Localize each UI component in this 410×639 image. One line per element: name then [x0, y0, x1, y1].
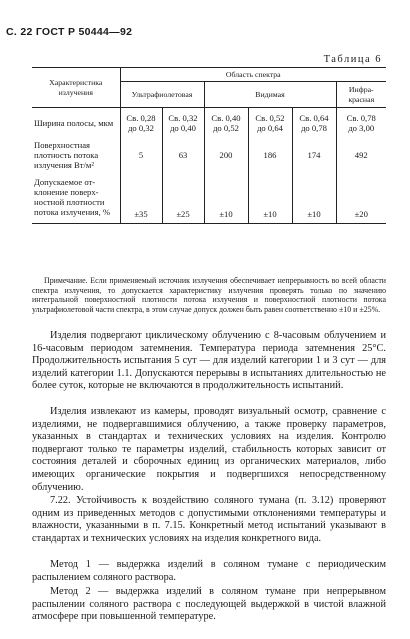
table-cell: ±35	[120, 172, 162, 224]
paragraph: Метод 1 — выдержка изделий в соляном тумане с периодическим распылением соляного раствора.	[32, 559, 386, 583]
table-cell: ±10	[292, 172, 336, 224]
page-header: С. 22 ГОСТ Р 50444—92	[6, 26, 133, 38]
paragraph: Изделия извлекают из камеры, проводят визуальный осмотр, сравнение с изделиями, не подвергавшимися облучению, а также проверку параметров, указанных в стандартах и технических условиях на изделия. Контролю подвергают только те параметры изделий, стабильность которых зависит от состояния деталей и сборочных единиц из органических материалов, либо имеющих органические покрытия и подвергшихся непосредственному облучению.	[32, 406, 386, 493]
char-header: Характеристика излучения	[32, 68, 120, 108]
table-cell: Св. 0,40 до 0,52	[204, 108, 248, 138]
area-header: Область спектра	[120, 68, 386, 82]
paragraph: Изделия подвергают циклическому облучению с 8-часовым облучением и 16-часовым периодом затемнения. Температура периода затемнения 25°С. Продолжительность испытания 5 сут — для изделий категории 1 и 3 сут — для изделий категории 1.1. Допускаются перерывы в испытаниях длительностью не более суток, которые не включаются в продолжительность испытаний.	[32, 330, 386, 392]
table-cell: ±10	[248, 172, 292, 224]
table-cell: 186	[248, 138, 292, 172]
row-label: Поверхностная плотность потока излучения Вт/м²	[32, 138, 120, 172]
paragraph: Метод 2 — выдержка изделий в соляном тумане при непрерывном распылении соляного раствора с последующей выдержкой в чистой влажной атмосфере при повышенной температуре.	[32, 586, 386, 623]
table-cell: 174	[292, 138, 336, 172]
row-label: Ширина полосы, мкм	[32, 108, 120, 138]
spectrum-table	[32, 67, 386, 224]
table-cell: Св. 0,32 до 0,40	[162, 108, 204, 138]
row-label: Допускаемое от-клонение поверх-ностной плотности потока излучения, %	[32, 172, 120, 224]
table-cell: Св. 0,52 до 0,64	[248, 108, 292, 138]
table-note: Примечание. Если применяемый источник излучения обеспечивает непрерывность во всей области спектра излучения, то допускается характеристику излучения проверять только по значению интегральной поверхностной плотности потока излучения и поверхностной плотности потока ультрафиолетовой части спектра, в этом случае допуск должен быть равен соответственно ±10 и ±25%.	[32, 276, 386, 314]
table-cell: 200	[204, 138, 248, 172]
ir-header: Инфра-красная	[336, 82, 386, 108]
table-cell: Св. 0,28 до 0,32	[120, 108, 162, 138]
table-cell: 63	[162, 138, 204, 172]
table-cell: ±10	[204, 172, 248, 224]
uv-header: Ультрафиолетовая	[120, 82, 204, 108]
paragraph: 7.22. Устойчивость к воздействию соляного тумана (п. 3.12) проверяют одним из приведенных методов с допустимыми отклонениями температуры и влажности, указанными в п. 7.15. Конкретный метод испытаний указывают в стандартах и технических условиях на изделия конкретного вида.	[32, 495, 386, 544]
vis-header: Видимая	[204, 82, 336, 108]
table-cell: ±20	[336, 172, 386, 224]
table-caption: Таблица 6	[323, 54, 382, 65]
table-cell: 492	[336, 138, 386, 172]
table-cell: Св. 0,78 до 3,00	[336, 108, 386, 138]
table-cell: ±25	[162, 172, 204, 224]
table-cell: Св. 0,64 до 0,78	[292, 108, 336, 138]
table-cell: 5	[120, 138, 162, 172]
